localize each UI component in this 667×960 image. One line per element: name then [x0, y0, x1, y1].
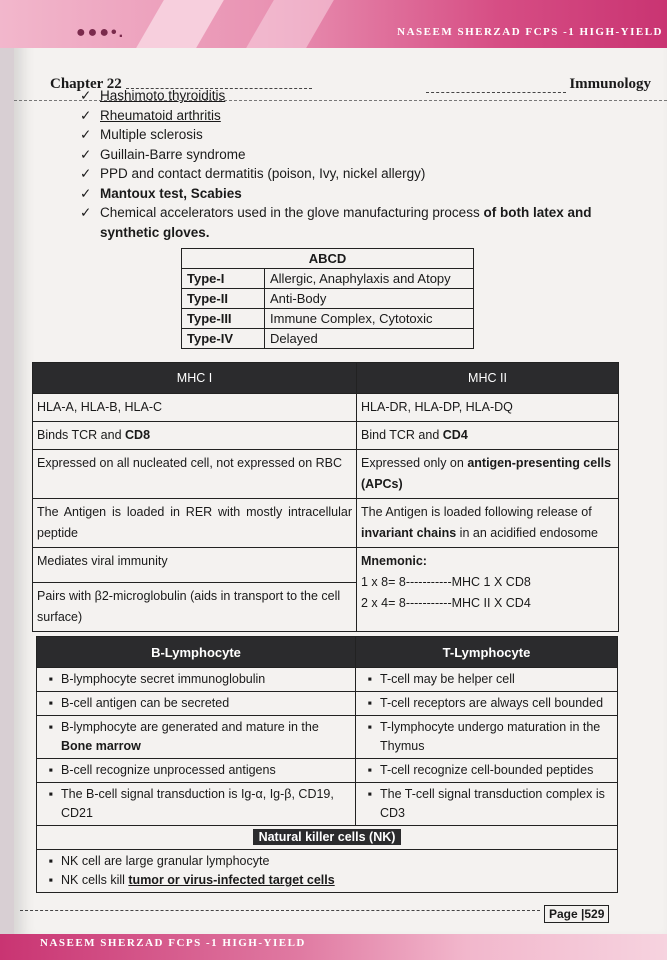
table-row — [182, 289, 474, 309]
bullet-icon: ▪ — [48, 720, 54, 734]
cell-text — [61, 718, 351, 756]
bullet-icon: ▪ — [48, 672, 54, 686]
cell-text: NK cell are large granular lymphocyte — [61, 854, 270, 868]
bullet-icon: ▪ — [48, 763, 54, 777]
cell-text: T-cell may be helper cell — [380, 672, 515, 686]
abcd-title: ABCD — [182, 249, 474, 269]
desc-cell: Immune Complex, Cytotoxic — [265, 309, 474, 329]
cell-text — [61, 871, 335, 890]
cell-text-bold: CD8 — [125, 428, 151, 442]
cell-text: B-cell recognize unprocessed antigens — [61, 763, 276, 777]
check-icon: ✓ — [80, 107, 92, 123]
table-row — [33, 394, 619, 422]
banner-dots: ●●●•. — [76, 24, 126, 41]
table-row — [182, 269, 474, 289]
list-item-text — [100, 203, 640, 242]
t-cell — [356, 668, 618, 692]
cell-text-part: B-lymphocyte are generated and mature in the — [61, 720, 319, 734]
b2-microglobulin-text: Pairs with β2-microglobulin (aids in transport to the cell surface) — [37, 589, 341, 624]
list-item — [80, 86, 640, 106]
mhc2-cell — [357, 422, 619, 450]
nk-cell — [37, 850, 618, 893]
list-item — [80, 184, 640, 204]
table-row — [37, 692, 618, 716]
desc-cell: Anti-Body — [265, 289, 474, 309]
page-number: Page |529 — [544, 905, 609, 923]
list-item — [80, 125, 640, 145]
cell-text: in an acidified endosome — [459, 526, 598, 540]
cell-text: The B-cell signal transduction is Ig-α, Ig-β, CD19, CD21 — [61, 787, 334, 820]
b-cell — [37, 668, 356, 692]
list-item-text: Rheumatoid arthritis — [100, 107, 221, 123]
cell-text: Expressed only on — [361, 456, 464, 470]
mhc1-cell — [33, 422, 357, 450]
mhc-comparison-table — [32, 362, 619, 632]
bullet-icon: ▪ — [48, 854, 54, 868]
glove-text-bold: of both latex and synthetic gloves. — [100, 205, 592, 240]
cell-text: Bind TCR and — [361, 428, 440, 442]
list-item — [80, 164, 640, 184]
mhc1-cell: HLA-A, HLA-B, HLA-C — [33, 394, 357, 422]
table-row — [182, 329, 474, 349]
b-cell — [37, 716, 356, 759]
list-item — [80, 203, 640, 242]
footer-divider — [20, 910, 540, 911]
lymphocyte-table — [36, 636, 618, 893]
table-row — [33, 499, 619, 548]
check-icon: ✓ — [80, 185, 92, 201]
glove-text: Chemical accelerators used in the glove manufacturing process — [100, 205, 480, 220]
cell-text-bold: tumor or virus-infected target cells — [128, 873, 335, 887]
hypersensitivity-table — [181, 248, 474, 349]
check-icon: ✓ — [80, 146, 92, 162]
mhc2-header: MHC II — [357, 363, 619, 394]
t-lymphocyte-header: T-Lymphocyte — [356, 637, 618, 668]
list-item-text: Multiple sclerosis — [100, 127, 203, 142]
nk-section-header — [37, 826, 618, 850]
subject-label: Immunology — [569, 76, 651, 92]
running-head: NASEEM SHERZAD FCPS -1 HIGH-YIELD — [397, 26, 663, 38]
cell-text-bold: invariant chains — [361, 526, 457, 540]
check-icon: ✓ — [80, 127, 92, 142]
mhc1-cell: The Antigen is loaded in RER with mostly intracellular peptide — [33, 499, 357, 548]
cell-text: T-lymphocyte undergo maturation in the Thymus — [380, 720, 601, 753]
cell-text: T-cell recognize cell-bounded peptides — [380, 763, 594, 777]
chapter-label: Chapter 22 — [50, 76, 122, 92]
cell-text-bold: CD4 — [442, 428, 468, 442]
bullet-icon: ▪ — [48, 873, 54, 887]
b-cell — [37, 759, 356, 783]
mnemonic-title: Mnemonic: — [361, 554, 427, 568]
t-cell — [356, 716, 618, 759]
cell-text: B-cell antigen can be secreted — [61, 696, 230, 710]
banner-stripe — [136, 0, 224, 48]
bullet-icon: ▪ — [367, 696, 373, 710]
desc-cell: Allergic, Anaphylaxis and Atopy — [265, 269, 474, 289]
bullet-icon: ▪ — [48, 696, 54, 710]
table-row — [37, 716, 618, 759]
list-item — [80, 106, 640, 126]
table-row — [182, 309, 474, 329]
bullet-icon: ▪ — [367, 763, 373, 777]
check-icon: ✓ — [80, 88, 92, 103]
b-lymphocyte-header: B-Lymphocyte — [37, 637, 356, 668]
cell-text-bold: Bone marrow — [61, 739, 141, 753]
cell-text: T-cell receptors are always cell bounded — [380, 696, 604, 710]
table-row — [37, 783, 618, 826]
banner-stripe — [246, 0, 334, 48]
type-cell: Type-IV — [182, 329, 265, 349]
t-cell — [356, 692, 618, 716]
mhc1-cell — [33, 548, 357, 632]
cell-text-bold: antigen-presenting cells (APCs) — [361, 456, 612, 491]
running-foot: NASEEM SHERZAD FCPS -1 HIGH-YIELD — [40, 937, 306, 949]
list-item-text: Mantoux test, Scabies — [100, 185, 242, 201]
bullet-icon: ▪ — [367, 672, 373, 686]
table-row — [37, 850, 618, 893]
t-cell — [356, 783, 618, 826]
viral-immunity-text: Mediates viral immunity — [33, 548, 356, 583]
check-icon: ✓ — [80, 205, 92, 220]
type-cell: Type-I — [182, 269, 265, 289]
bullet-icon: ▪ — [367, 787, 373, 801]
mhc2-cell: HLA-DR, HLA-DP, HLA-DQ — [357, 394, 619, 422]
mhc1-cell: Expressed on all nucleated cell, not expressed on RBC — [33, 450, 357, 499]
list-item-text: Hashimoto thyroiditis — [100, 88, 226, 103]
cell-text-part: NK cells kill — [61, 873, 125, 887]
table-row — [33, 450, 619, 499]
mhc2-cell — [357, 450, 619, 499]
mhc2-cell — [357, 548, 619, 632]
table-row — [33, 548, 619, 632]
mhc1-header: MHC I — [33, 363, 357, 394]
bullet-icon: ▪ — [48, 787, 54, 801]
bullet-icon: ▪ — [367, 720, 373, 734]
table-row — [33, 422, 619, 450]
cell-text: The T-cell signal transduction complex is CD3 — [380, 787, 605, 820]
desc-cell: Delayed — [265, 329, 474, 349]
t-cell — [356, 759, 618, 783]
cell-text: Binds TCR and — [37, 428, 122, 442]
top-banner — [0, 0, 667, 48]
mnemonic-line: 2 x 4= 8-----------MHC II X CD4 — [361, 596, 531, 610]
table-row — [37, 759, 618, 783]
check-icon: ✓ — [80, 166, 92, 181]
type-cell: Type-III — [182, 309, 265, 329]
table-row — [37, 668, 618, 692]
cell-text: B-lymphocyte secret immunoglobulin — [61, 672, 266, 686]
cell-text: The Antigen is loaded following release of — [361, 505, 592, 519]
list-item-text: PPD and contact dermatitis (poison, Ivy, nickel allergy) — [100, 166, 426, 181]
b-cell — [37, 692, 356, 716]
nk-title: Natural killer cells (NK) — [253, 829, 402, 845]
type-cell: Type-II — [182, 289, 265, 309]
list-item-text: Guillain-Barre syndrome — [100, 146, 246, 162]
mnemonic-line: 1 x 8= 8-----------MHC 1 X CD8 — [361, 575, 531, 589]
mhc2-cell — [357, 499, 619, 548]
disease-checklist — [80, 86, 640, 242]
list-item — [80, 145, 640, 165]
b-cell — [37, 783, 356, 826]
